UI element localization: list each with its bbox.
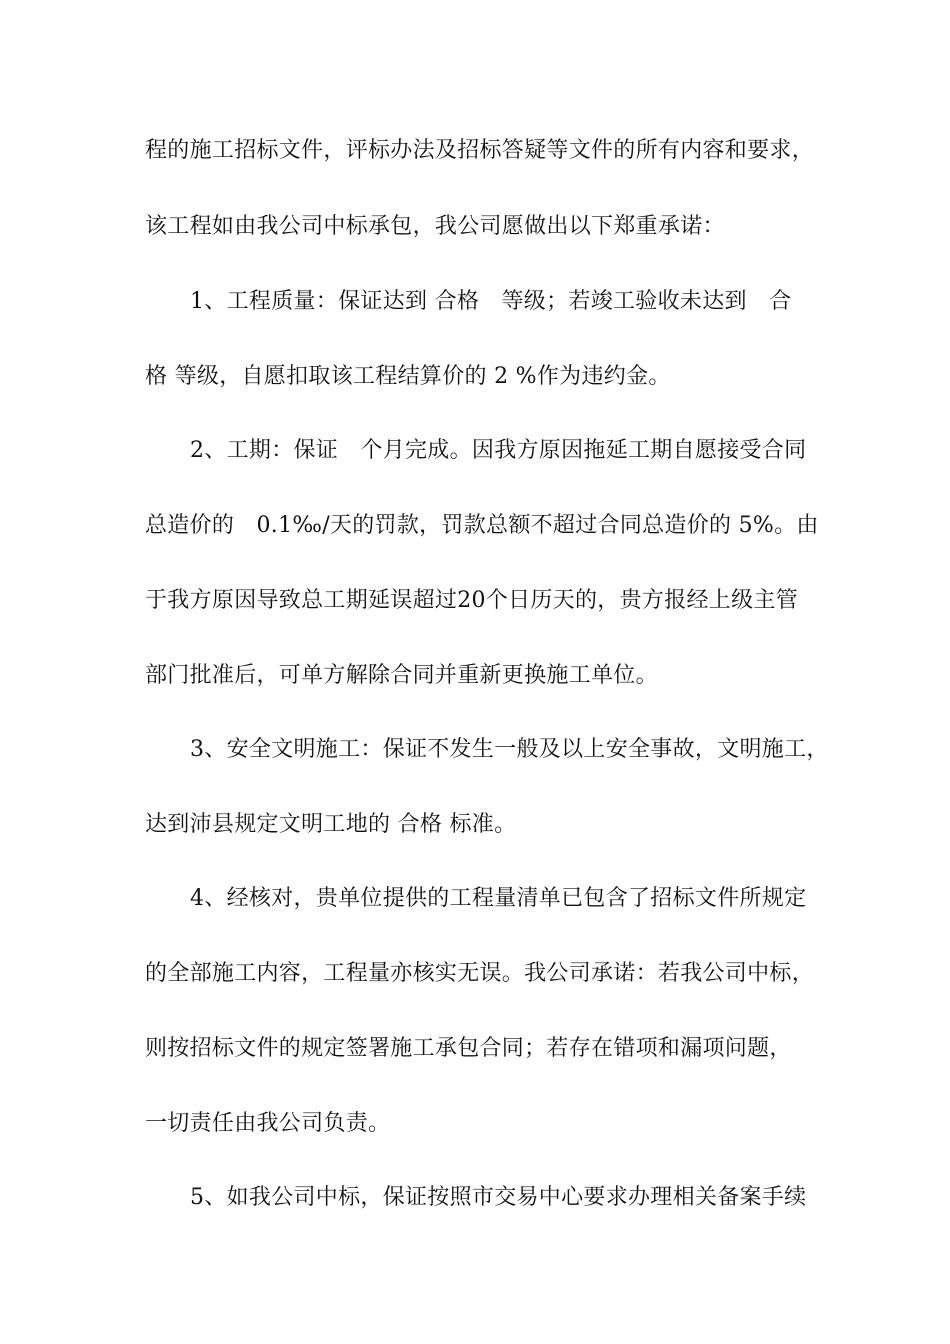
text-line: 总造价的 0.1‰/天的罚款，罚款总额不超过合同总造价的 5%。由 [145, 513, 819, 538]
text-line: 的全部施工内容，工程量亦核实无误。我公司承诺：若我公司中标， [145, 961, 815, 986]
text-line: 达到沛县规定文明工地的 合格 标准。 [145, 812, 517, 837]
clause-4-line: 4、经核对，贵单位提供的工程量清单已包含了招标文件所规定 [190, 886, 807, 911]
clause-1-line: 1、工程质量：保证达到 合格 等级；若竣工验收未达到 合 [190, 289, 792, 314]
text-line: 一切责任由我公司负责。 [145, 1111, 391, 1136]
text-line: 部门批准后，可单方解除合同并重新更换施工单位。 [145, 663, 658, 688]
text-line: 于我方原因导致总工期延误超过20个日历天的，贵方报经上级主管 [145, 588, 798, 613]
text-line: 则按招标文件的规定签署施工承包合同；若存在错项和漏项问题， [145, 1036, 792, 1061]
text-line: 该工程如由我公司中标承包，我公司愿做出以下郑重承诺： [145, 214, 725, 239]
text-line: 格 等级，自愿扣取该工程结算价的 2 %作为违约金。 [145, 364, 671, 389]
clause-5-line: 5、如我公司中标，保证按照市交易中心要求办理相关备案手续 [190, 1185, 807, 1210]
clause-2-line: 2、工期：保证 个月完成。因我方原因拖延工期自愿接受合同 [190, 438, 807, 463]
clause-3-line: 3、安全文明施工：保证不发生一般及以上安全事故，文明施工， [190, 737, 829, 762]
text-line: 程的施工招标文件，评标办法及招标答疑等文件的所有内容和要求， [145, 138, 815, 163]
